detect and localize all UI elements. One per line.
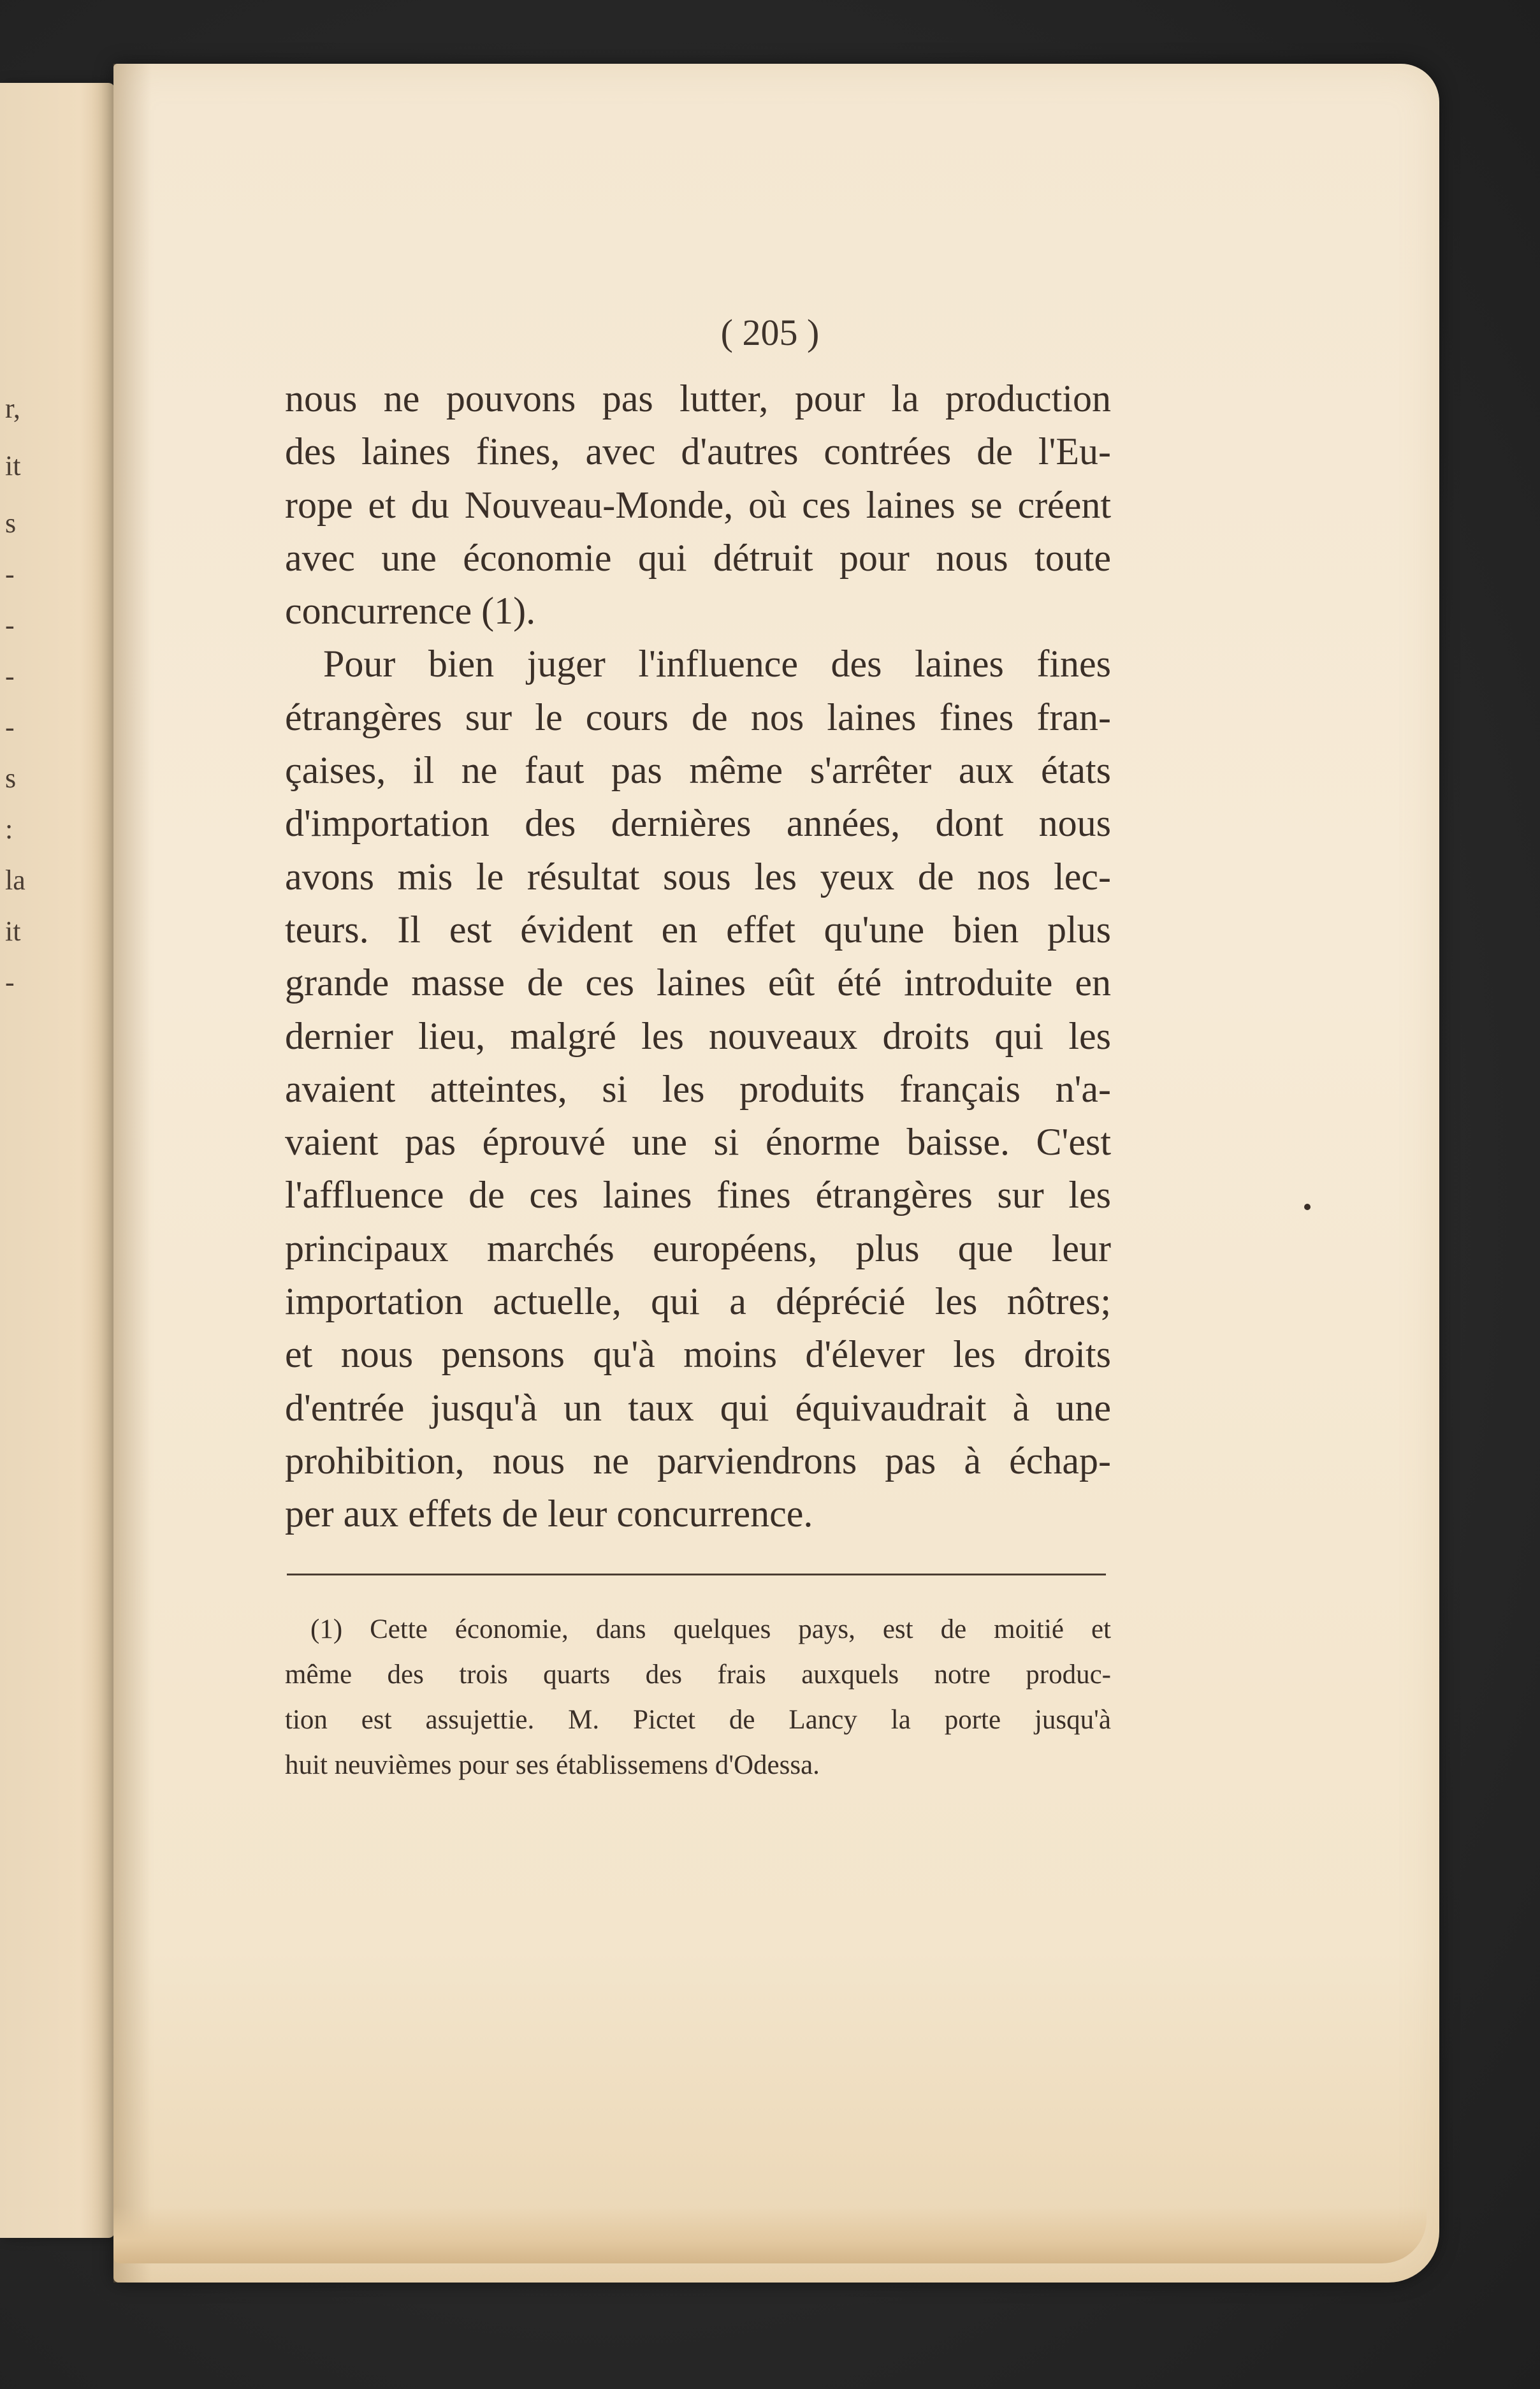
- footnote: [285, 1607, 1111, 1788]
- text-line: avons mis le résultat sous les yeux de nos lec-: [285, 855, 1111, 898]
- footnote-line: huit neuvièmes pour ses établissemens d'Odessa.: [285, 1750, 820, 1780]
- text-line: l'affluence de ces laines fines étrangères sur les: [285, 1174, 1111, 1216]
- margin-fragment: r,: [5, 393, 20, 424]
- page-gutter-shadow: [113, 64, 152, 2283]
- text-line: d'entrée jusqu'à un taux qui équivaudrait à une: [285, 1386, 1111, 1429]
- text-line: d'importation des dernières années, dont nous: [285, 802, 1111, 845]
- footnote-line: tion est assujettie. M. Pictet de Lancy la porte jusqu'à: [285, 1705, 1111, 1735]
- page-number: ( 205 ): [720, 312, 820, 353]
- ink-speck: [1304, 1204, 1311, 1210]
- main-text: [285, 372, 1111, 1541]
- text-line: per aux effets de leur concurrence.: [285, 1493, 813, 1535]
- margin-fragment: -: [5, 967, 15, 998]
- text-line: dernier lieu, malgré les nouveaux droits qui les: [285, 1014, 1111, 1057]
- margin-fragment: -: [5, 712, 15, 743]
- margin-fragment: s: [5, 763, 17, 794]
- text-line: importation actuelle, qui a déprécié les nôtres;: [285, 1280, 1111, 1323]
- footnote-rule: [287, 1574, 1106, 1575]
- text-line: grande masse de ces laines eût été introduite en: [285, 961, 1111, 1004]
- margin-fragment: -: [5, 661, 15, 692]
- margin-fragment: la: [5, 865, 25, 896]
- text-line: rope et du Nouveau-Monde, où ces laines se créent: [285, 483, 1111, 526]
- text-line: nous ne pouvons pas lutter, pour la production: [285, 377, 1111, 420]
- text-line: teurs. Il est évident en effet qu'une bien plus: [285, 908, 1111, 951]
- text-line: concurrence (1).: [285, 590, 536, 632]
- margin-fragment: -: [5, 610, 15, 641]
- page-bottom-edge: [113, 2206, 1427, 2263]
- margin-fragment: -: [5, 559, 15, 590]
- text-line: Pour bien juger l'influence des laines fines: [323, 643, 1111, 685]
- text-line: prohibition, nous ne parviendrons pas à échap-: [285, 1439, 1111, 1482]
- margin-fragment: s: [5, 508, 17, 539]
- footnote-line: (1) Cette économie, dans quelques pays, est de moitié et: [310, 1614, 1111, 1644]
- text-line: des laines fines, avec d'autres contrées de l'Eu-: [285, 430, 1111, 473]
- text-line: principaux marchés européens, plus que leur: [285, 1227, 1111, 1269]
- text-line: vaient pas éprouvé une si énorme baisse. C'est: [285, 1121, 1111, 1164]
- margin-fragment: it: [5, 916, 21, 947]
- footnote-line: même des trois quarts des frais auxquels notre produc-: [285, 1660, 1111, 1690]
- text-line: étrangères sur le cours de nos laines fines fran-: [285, 696, 1111, 738]
- text-line: çaises, il ne faut pas même s'arrêter aux états: [285, 749, 1111, 792]
- text-line: avaient atteintes, si les produits français n'a-: [285, 1067, 1111, 1110]
- facing-page-edge: [0, 83, 115, 2238]
- margin-fragment: it: [5, 450, 21, 481]
- margin-fragment: :: [5, 814, 13, 845]
- text-line: et nous pensons qu'à moins d'élever les droits: [285, 1333, 1111, 1376]
- text-line: avec une économie qui détruit pour nous toute: [285, 536, 1111, 579]
